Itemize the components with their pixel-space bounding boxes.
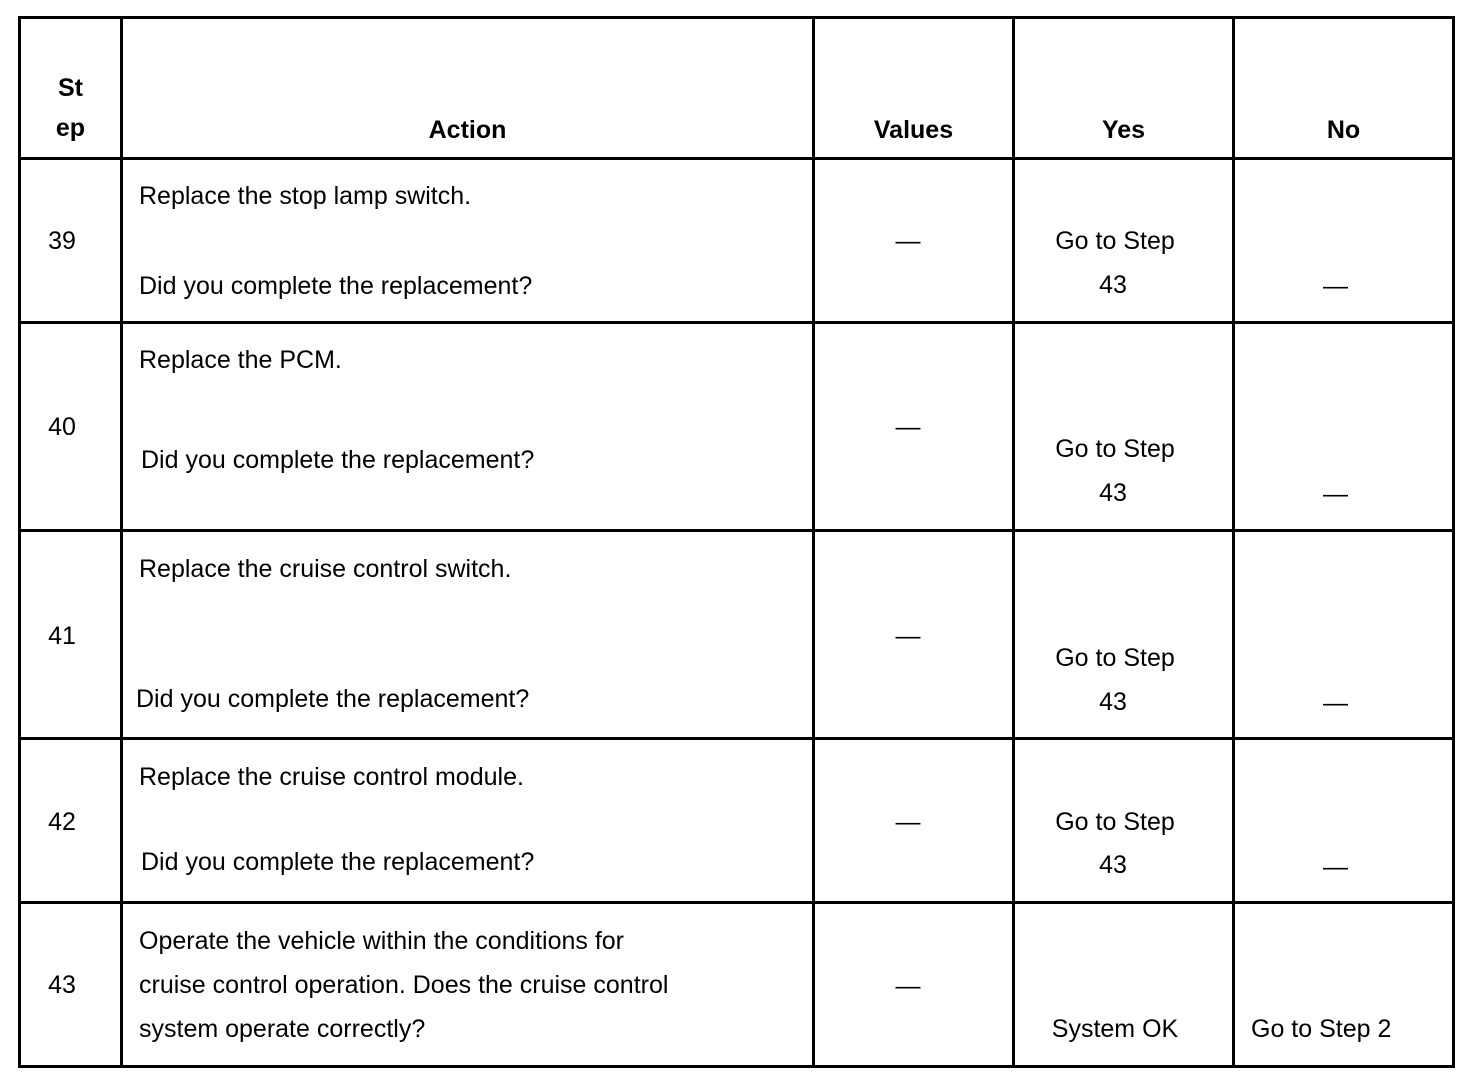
table-border-bottom — [18, 1065, 1455, 1068]
row-divider — [18, 737, 1455, 740]
row-40-action-line1: Replace the PCM. — [139, 346, 342, 374]
row-divider — [18, 529, 1455, 532]
row-39-action-line1: Replace the stop lamp switch. — [139, 182, 472, 210]
row-41-yes-line2: 43 — [1099, 688, 1127, 716]
column-divider — [1232, 16, 1235, 1068]
header-step-line2: ep — [55, 114, 86, 142]
row-42-step: 42 — [48, 808, 76, 836]
row-divider — [18, 901, 1455, 904]
row-43-action-line2: cruise control operation. Does the cruise control — [139, 971, 669, 999]
header-step — [21, 68, 120, 148]
diagnostic-table — [18, 16, 1455, 1068]
row-43-action-line1: Operate the vehicle within the conditions for — [139, 927, 624, 955]
header-step-line1: St — [58, 74, 83, 102]
row-42-values: — — [895, 808, 921, 836]
row-40-no: — — [1323, 480, 1348, 508]
table-border-left — [18, 16, 21, 1068]
table-border-top — [18, 16, 1455, 19]
header-values: Values — [873, 116, 954, 144]
row-43-action-line3: system operate correctly? — [139, 1015, 426, 1043]
row-39-yes-line1: Go to Step — [1055, 227, 1175, 255]
row-39-yes-line2: 43 — [1099, 271, 1127, 299]
row-41-action-line2: Did you complete the replacement? — [136, 685, 530, 713]
row-43-no: Go to Step 2 — [1251, 1015, 1392, 1043]
header-divider — [18, 157, 1455, 160]
row-41-no: — — [1323, 689, 1348, 717]
row-40-values: — — [895, 413, 921, 441]
column-divider — [1012, 16, 1015, 1068]
row-39-no: — — [1323, 272, 1348, 300]
row-40-yes-line2: 43 — [1099, 479, 1127, 507]
row-40-yes-line1: Go to Step — [1055, 435, 1175, 463]
row-41-values: — — [895, 622, 921, 650]
header-yes: Yes — [1101, 116, 1146, 144]
row-41-yes-line1: Go to Step — [1055, 644, 1175, 672]
header-action: Action — [428, 116, 507, 144]
row-39-step: 39 — [48, 227, 76, 255]
row-42-action-line1: Replace the cruise control module. — [139, 763, 524, 791]
table-border-right — [1452, 16, 1455, 1068]
row-39-action-line2: Did you complete the replacement? — [139, 272, 533, 300]
row-42-yes-line1: Go to Step — [1055, 808, 1175, 836]
column-divider — [812, 16, 815, 1068]
row-43-step: 43 — [48, 971, 76, 999]
row-41-action-line1: Replace the cruise control switch. — [139, 555, 512, 583]
header-no: No — [1326, 116, 1361, 144]
row-40-action-line2: Did you complete the replacement? — [141, 446, 535, 474]
row-42-action-line2: Did you complete the replacement? — [141, 848, 535, 876]
row-40-step: 40 — [48, 413, 76, 441]
row-42-no: — — [1323, 853, 1348, 881]
row-41-step: 41 — [48, 622, 76, 650]
row-42-yes-line2: 43 — [1099, 851, 1127, 879]
row-divider — [18, 321, 1455, 324]
row-43-values: — — [895, 972, 921, 1000]
row-43-yes: System OK — [1051, 1015, 1179, 1043]
column-divider — [120, 16, 123, 1068]
row-39-values: — — [895, 227, 921, 255]
